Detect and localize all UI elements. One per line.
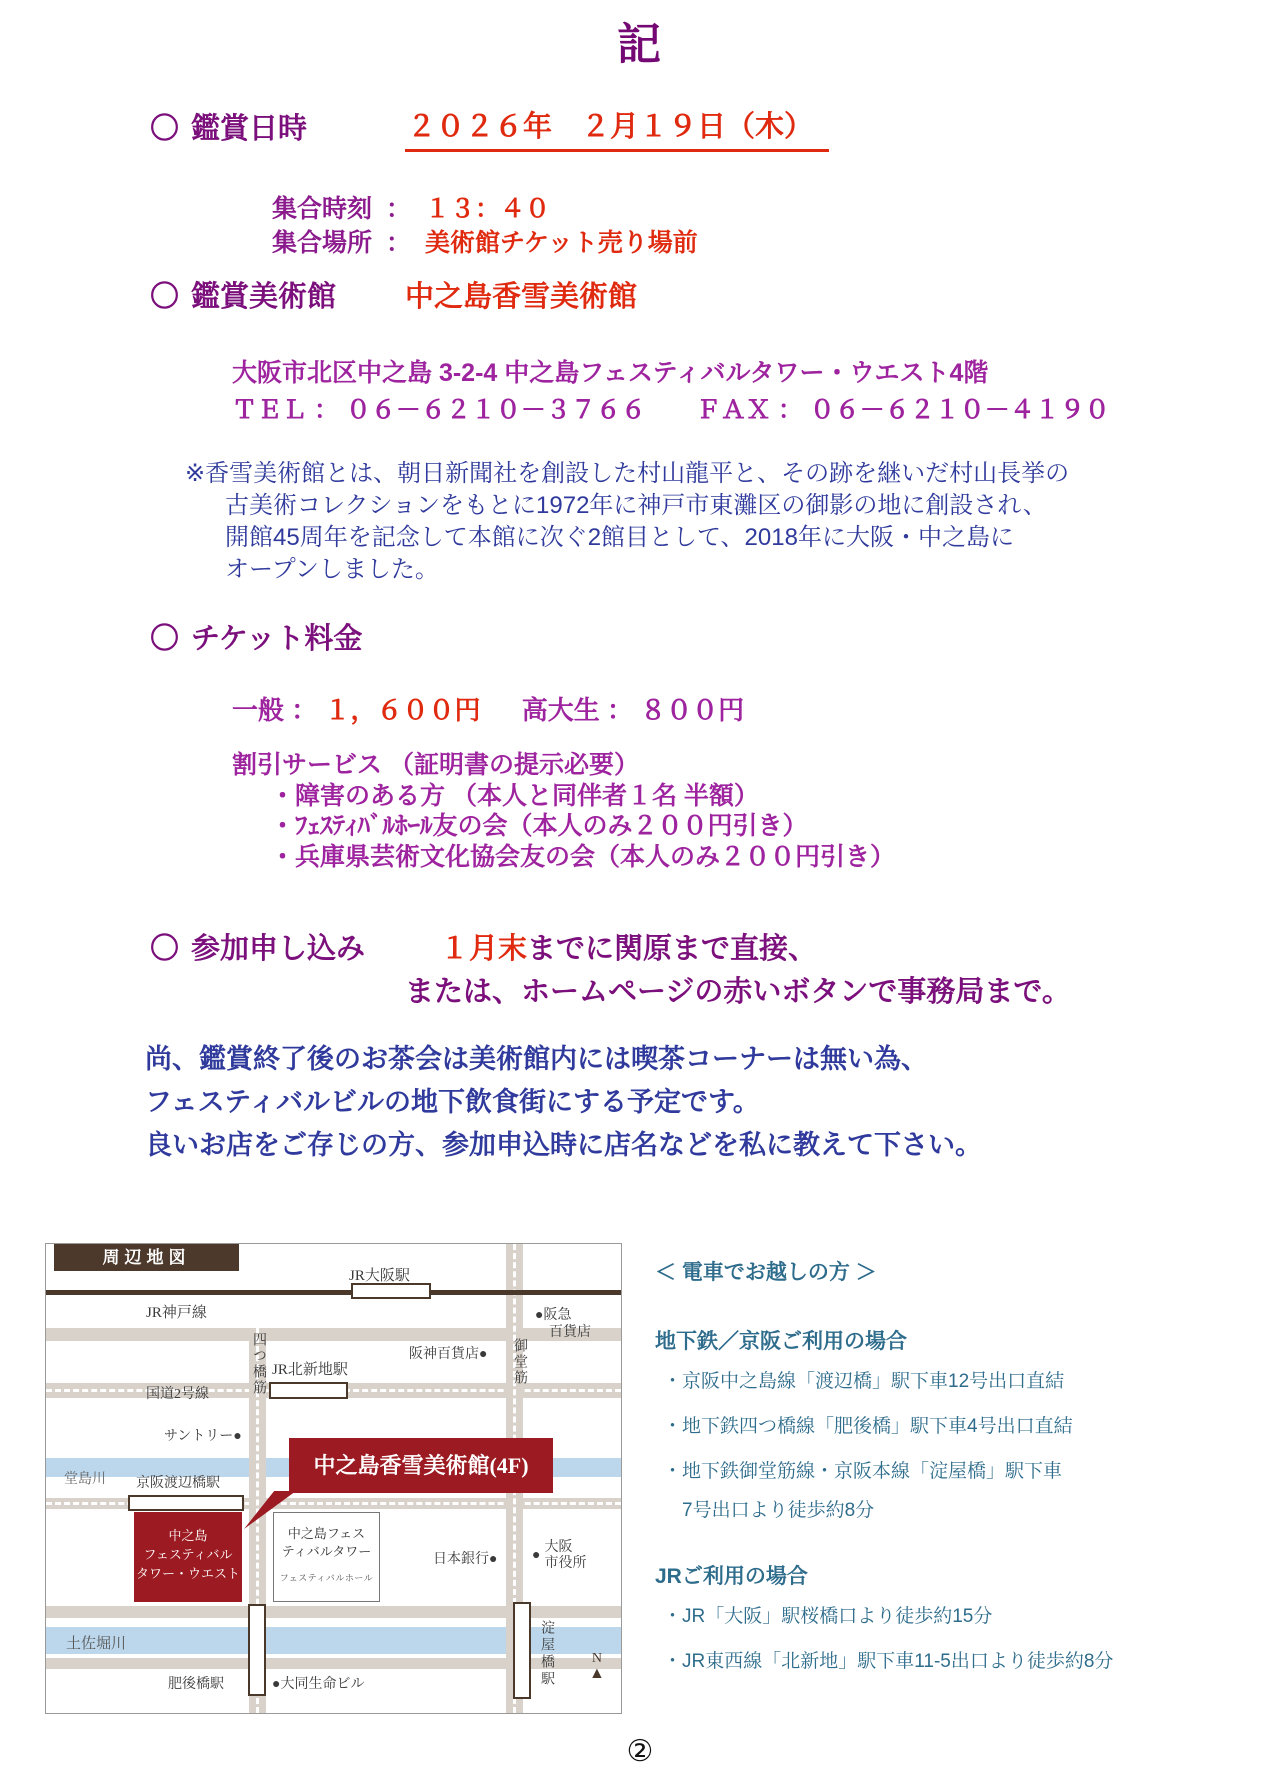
page-number: ② <box>626 1735 654 1768</box>
festival-tower-west-box <box>134 1512 242 1602</box>
section-bullet: 〇 <box>150 281 180 313</box>
station-higobashi <box>248 1604 266 1696</box>
price-general-label: 一般 ： <box>232 695 318 725</box>
cityhall-label <box>532 1540 586 1572</box>
midosuji-label: 御堂筋 <box>512 1338 527 1386</box>
section-application-heading <box>150 926 365 967</box>
daido-building-label <box>272 1673 364 1693</box>
meeting-time-sep: ： <box>386 195 412 223</box>
jr-item: ・JR「大阪」駅桜橋口より徒歩約15分 <box>663 1606 993 1627</box>
yotsubashisuji-label: 四つ橋筋 <box>251 1332 266 1396</box>
subway-item: ・地下鉄四つ橋線「肥後橋」駅下車4号出口直結 <box>663 1416 1073 1437</box>
section-ticket-heading <box>150 616 362 657</box>
watanabebashi-station-label: 京阪渡辺橋駅 <box>136 1476 220 1491</box>
hanshin-dept-label <box>409 1343 487 1363</box>
application-deadline: １月末 <box>440 933 528 965</box>
subway-item: 7号出口より徒歩約8分 <box>663 1500 875 1521</box>
viewing-date-value: ２０２６年 ２月１９日（木） <box>405 104 829 152</box>
jr-osaka-station-label: JR大阪駅 <box>349 1268 410 1284</box>
dojima-river-label: 堂島川 <box>64 1472 106 1487</box>
viewing-date-label: 鑑賞日時 <box>191 113 308 145</box>
station-jr-kitashinchi <box>269 1382 348 1399</box>
poi-dot: ● <box>532 1548 541 1563</box>
section-viewing-date-heading <box>150 106 307 147</box>
discount-item: ・障害のある方 （本人と同伴者１名 半額） <box>270 781 759 810</box>
museum-note-line: 開館45周年を記念して本館に次ぐ2館目として、2018年に大阪・中之島に <box>225 524 1014 551</box>
compass-arrow-icon: ▲ <box>589 1665 605 1682</box>
discount-item: ・兵庫県芸術文化協会友の会（本人のみ２００円引き） <box>270 842 896 871</box>
station-jr-osaka <box>351 1283 431 1299</box>
cityhall-lines <box>544 1540 586 1572</box>
hankyu-line2: 百貨店 <box>549 1325 591 1340</box>
poi-dot: ● <box>272 1677 281 1692</box>
tower-west-line: タワー・ウエスト <box>135 1566 240 1581</box>
tower-west-line: 中之島 <box>168 1528 208 1543</box>
area-map <box>45 1243 622 1714</box>
application-line2: または、ホームページの赤いボタンで事務局まで。 <box>405 976 1071 1008</box>
nihonbank-text: 日本銀行 <box>433 1552 489 1567</box>
section-bullet: 〇 <box>150 933 180 965</box>
yodoyabashi-station-label: 淀屋橋駅 <box>539 1620 554 1688</box>
discount-title: 割引サービス （証明書の提示必要） <box>232 751 639 779</box>
museum-label: 鑑賞美術館 <box>191 281 337 313</box>
museum-note-line: ※香雪美術館とは、朝日新聞社を創設した村山龍平と、その跡を継いだ村山長挙の <box>185 460 1070 487</box>
application-line1-rest: までに関原まで直接、 <box>527 933 818 965</box>
festival-tower-line: ティバルタワー <box>281 1544 372 1559</box>
jr-header: JRご利用の場合 <box>655 1565 808 1588</box>
discount-block <box>232 750 895 872</box>
meeting-place-row <box>272 226 698 260</box>
ticket-label: チケット料金 <box>191 623 363 655</box>
meeting-info <box>272 192 698 260</box>
section-museum-heading <box>150 274 336 315</box>
meeting-place-sep: ： <box>386 229 412 257</box>
section-bullet: 〇 <box>150 623 180 655</box>
nihonbank-label <box>433 1548 497 1568</box>
museum-note <box>185 458 1069 586</box>
daido-text: 大同生命ビル <box>280 1677 365 1692</box>
application-label: 参加申し込み <box>191 933 366 965</box>
tower-west-line: フェスティバル <box>143 1547 233 1562</box>
station-yodoyabashi <box>513 1602 531 1699</box>
meeting-time-row <box>272 192 698 226</box>
festival-tower-box <box>273 1512 380 1602</box>
closing-note-line: フェスティバルビルの地下飲食街にする予定です。 <box>145 1087 760 1117</box>
museum-address-block <box>232 355 1110 429</box>
discount-item: ・ﾌｪｽﾃｨﾊﾞﾙﾎｰﾙ友の会（本人のみ２００円引き） <box>270 812 808 840</box>
higobashi-station-label: 肥後橋駅 <box>168 1677 224 1692</box>
jr-item: ・JR東西線「北新地」駅下車11-5出口より徒歩約8分 <box>663 1651 1114 1672</box>
tosabori-river-label: 土佐堀川 <box>66 1636 127 1652</box>
festival-hall-label: フェスティバルホール <box>279 1573 374 1583</box>
subway-item: ・京阪中之島線「渡辺橋」駅下車12号出口直結 <box>663 1371 1065 1392</box>
section-bullet: 〇 <box>150 113 180 145</box>
subway-header: 地下鉄／京阪ご利用の場合 <box>655 1330 907 1353</box>
jr-kitashinchi-station-label: JR北新地駅 <box>272 1362 348 1378</box>
road-horizontal <box>46 1606 621 1618</box>
museum-map-label: 中之島香雪美術館(4F) <box>289 1438 553 1493</box>
festival-tower-line: 中之島フェス <box>287 1526 366 1541</box>
museum-tel-fax: ＴＥＬ ： ０６－６２１０－３７６６ ＦＡＸ ： ０６－６２１０－４１９０ <box>232 396 1110 424</box>
closing-note <box>145 1038 982 1167</box>
closing-note-line: 尚、鑑賞終了後のお茶会は美術館内には喫茶コーナーは無い為、 <box>145 1044 928 1074</box>
tosabori-river <box>46 1627 621 1654</box>
compass-n-letter: N <box>591 1651 602 1666</box>
museum-name: 中之島香雪美術館 <box>405 281 638 313</box>
cityhall-line2: 市役所 <box>544 1556 587 1571</box>
museum-note-line: 古美術コレクションをもとに1972年に神戸市東灘区の御影の地に創設され、 <box>225 492 1047 519</box>
meeting-time-value: １３：４０ <box>425 195 551 223</box>
application-line1 <box>440 926 817 967</box>
suntory-text: サントリー <box>164 1429 234 1444</box>
subway-item: ・地下鉄御堂筋線・京阪本線「淀屋橋」駅下車 <box>663 1461 1063 1482</box>
road-horizontal <box>46 1658 621 1669</box>
museum-note-line: オープンしました。 <box>225 556 439 583</box>
hanshin-dept-text: 阪神百貨店 <box>409 1347 479 1362</box>
map-title: 周辺地図 <box>54 1244 239 1271</box>
closing-note-line: 良いお店をご存じの方、参加申込時に店名などを私に教えて下さい。 <box>145 1130 982 1160</box>
poi-dot: ● <box>535 1308 544 1323</box>
route2-label: 国道2号線 <box>146 1387 209 1402</box>
compass-north <box>589 1652 605 1682</box>
station-watanabebashi <box>128 1495 244 1511</box>
cityhall-line1: 大阪 <box>544 1540 573 1555</box>
meeting-place-value: 美術館チケット売り場前 <box>425 229 698 257</box>
hankyu-text1: 阪急 <box>543 1308 572 1323</box>
poi-dot: ● <box>489 1552 498 1567</box>
jr-railway-line <box>46 1290 621 1295</box>
poi-dot: ● <box>233 1429 242 1444</box>
poi-dot: ● <box>479 1347 488 1362</box>
price-student: 高大生 ： ８００円 <box>521 695 745 725</box>
hankyu-line1 <box>535 1307 591 1324</box>
directions-title: ＜ 電車でお越しの方 ＞ <box>655 1261 877 1284</box>
ticket-price-line <box>232 690 744 727</box>
price-general-value: １，６００円 <box>324 695 481 725</box>
hankyu-dept-label <box>535 1307 591 1341</box>
suntory-label <box>164 1425 242 1445</box>
jr-kobe-line-label: JR神戸線 <box>146 1305 207 1321</box>
meeting-place-label: 集合場所 <box>272 229 373 257</box>
meeting-time-label: 集合時刻 <box>272 195 373 223</box>
museum-address: 大阪市北区中之島 3-2-4 中之島フェスティバルタワー・ウエスト4階 <box>232 359 989 387</box>
page-title: 記 <box>617 20 663 69</box>
